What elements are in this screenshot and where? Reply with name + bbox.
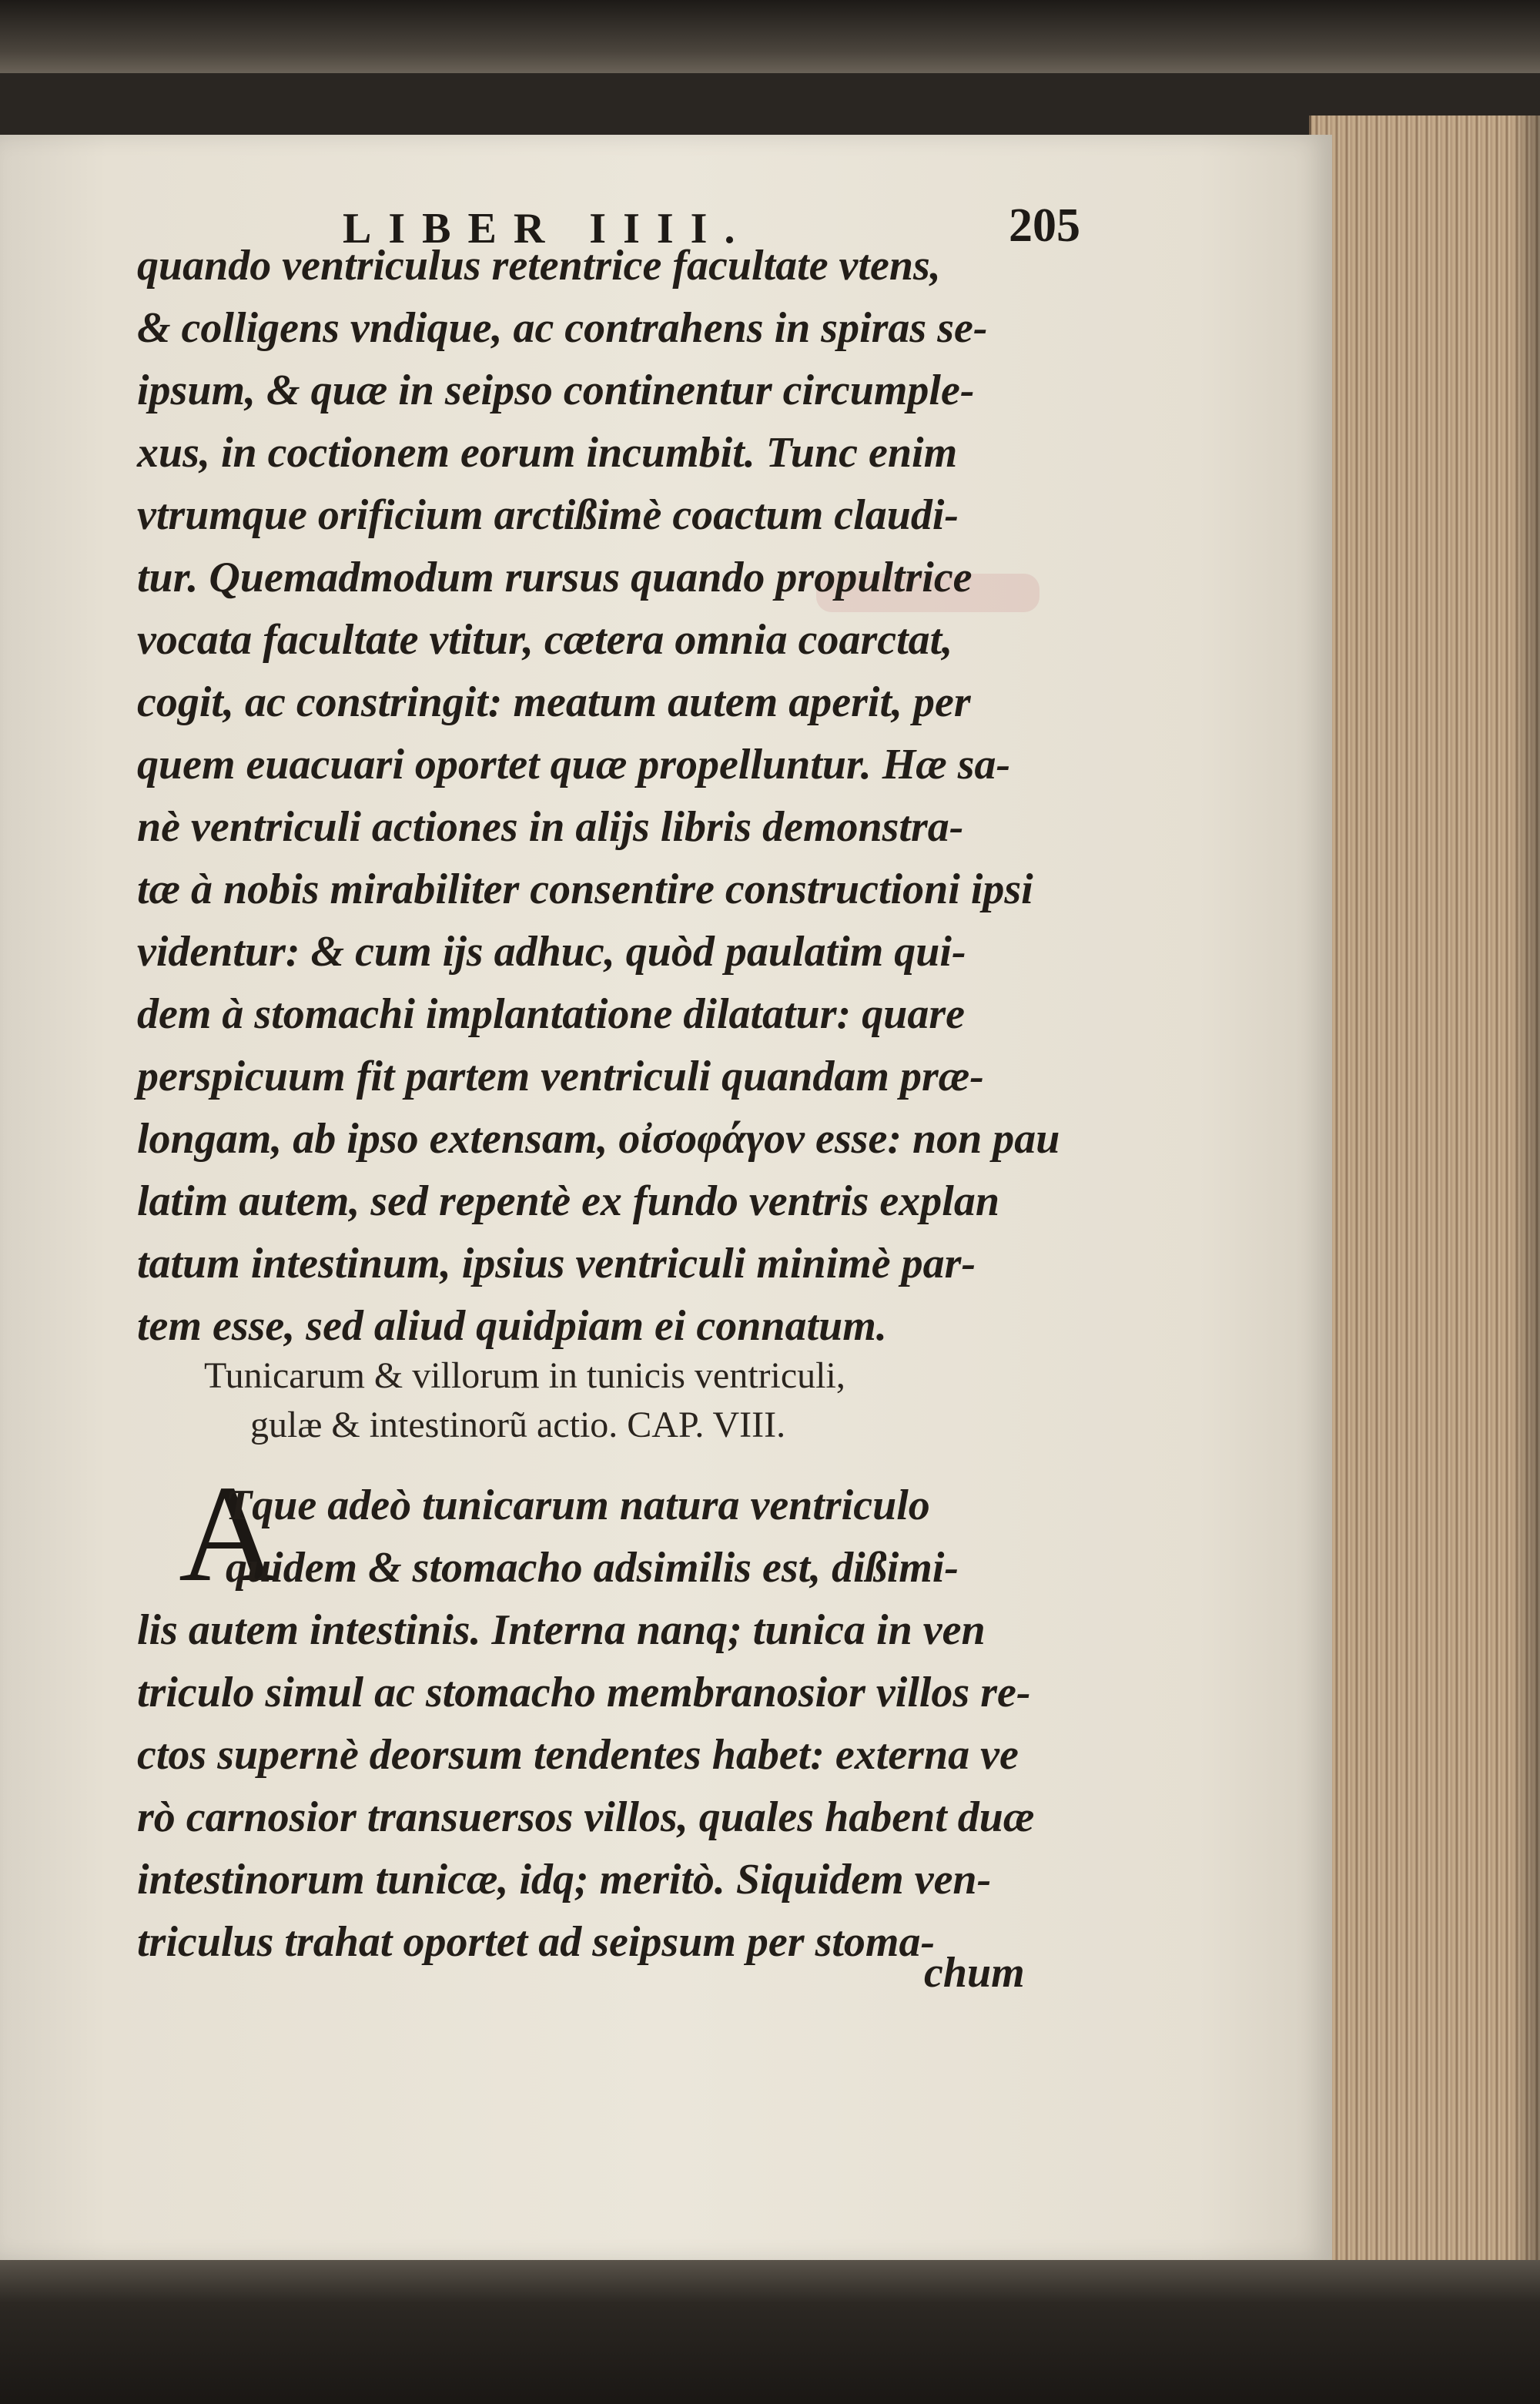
running-head: LIBER IIII. — [343, 205, 752, 253]
text-line: xus, in coctionem eorum incumbit. Tunc enim — [137, 429, 958, 477]
text-line: longam, ab ipso extensam, οἰσοφάγον esse: non pau — [137, 1115, 1060, 1163]
page-fore-edge — [1309, 116, 1540, 2272]
text-line: triculus trahat oportet ad seipsum per stoma- — [137, 1918, 936, 1966]
text-line: vtrumque orificium arctißimè coactum claudi- — [137, 491, 959, 539]
text-line: quando ventriculus retentrice facultate vtens, — [137, 242, 941, 290]
text-line: Tque adeò tunicarum natura ventriculo — [226, 1482, 930, 1529]
text-line: tem esse, sed aliud quidpiam ei connatum. — [137, 1302, 887, 1350]
text-line: triculo simul ac stomacho membranosior villos re- — [137, 1669, 1031, 1716]
text-line: dem à stomachi implantatione dilatatur: quare — [137, 990, 965, 1038]
chapter-heading-line: gulæ & intestinorũ actio. CAP. VIII. — [250, 1405, 786, 1445]
page-number: 205 — [1009, 199, 1080, 252]
text-line: tur. Quemadmodum rursus quando propultrice — [137, 554, 973, 601]
chapter-heading-line: Tunicarum & villorum in tunicis ventriculi, — [204, 1355, 845, 1396]
body-text-top — [137, 235, 1060, 1358]
text-line: cogit, ac constringit: meatum autem aperit, per — [137, 678, 971, 726]
text-line: intestinorum tunicæ, idq; meritò. Siquidem ven- — [137, 1856, 992, 1903]
text-line: latim autem, sed repentè ex fundo ventris explan — [137, 1177, 999, 1225]
text-line: ctos supernè deorsum tendentes habet: externa ve — [137, 1731, 1019, 1779]
text-line: rò carnosior transuersos villos, quales habent duæ — [137, 1793, 1035, 1841]
text-line: tatum intestinum, ipsius ventriculi minimè par- — [137, 1240, 976, 1287]
text-line: nè ventriculi actiones in alijs libris demonstra- — [137, 803, 964, 851]
text-line: videntur: & cum ijs adhuc, quòd paulatim qui- — [137, 928, 966, 976]
text-line: perspicuum fit partem ventriculi quandam præ- — [137, 1053, 984, 1100]
text-line: vocata facultate vtitur, cætera omnia coarctat, — [137, 616, 953, 664]
text-line: ipsum, & quæ in seipso continentur circumple- — [137, 367, 975, 414]
text-line: lis autem intestinis. Interna nanq; tunica in ven — [137, 1606, 986, 1654]
catchword: chum — [924, 1949, 1025, 1997]
text-line: quem euacuari oportet quæ propelluntur. Hæ sa- — [137, 741, 1011, 788]
book-bottom-edge — [0, 2260, 1540, 2404]
text-line: & colligens vndique, ac contrahens in spiras se- — [137, 304, 988, 352]
drop-cap-initial: A — [179, 1457, 279, 1610]
text-line: tæ à nobis mirabiliter consentire constructioni ipsi — [137, 866, 1033, 913]
text-line: quidem & stomacho adsimilis est, dißimi- — [226, 1544, 959, 1592]
book-top-edge — [0, 0, 1540, 73]
body-text-bottom — [137, 1475, 1046, 1974]
chapter-heading — [204, 1351, 1051, 1450]
